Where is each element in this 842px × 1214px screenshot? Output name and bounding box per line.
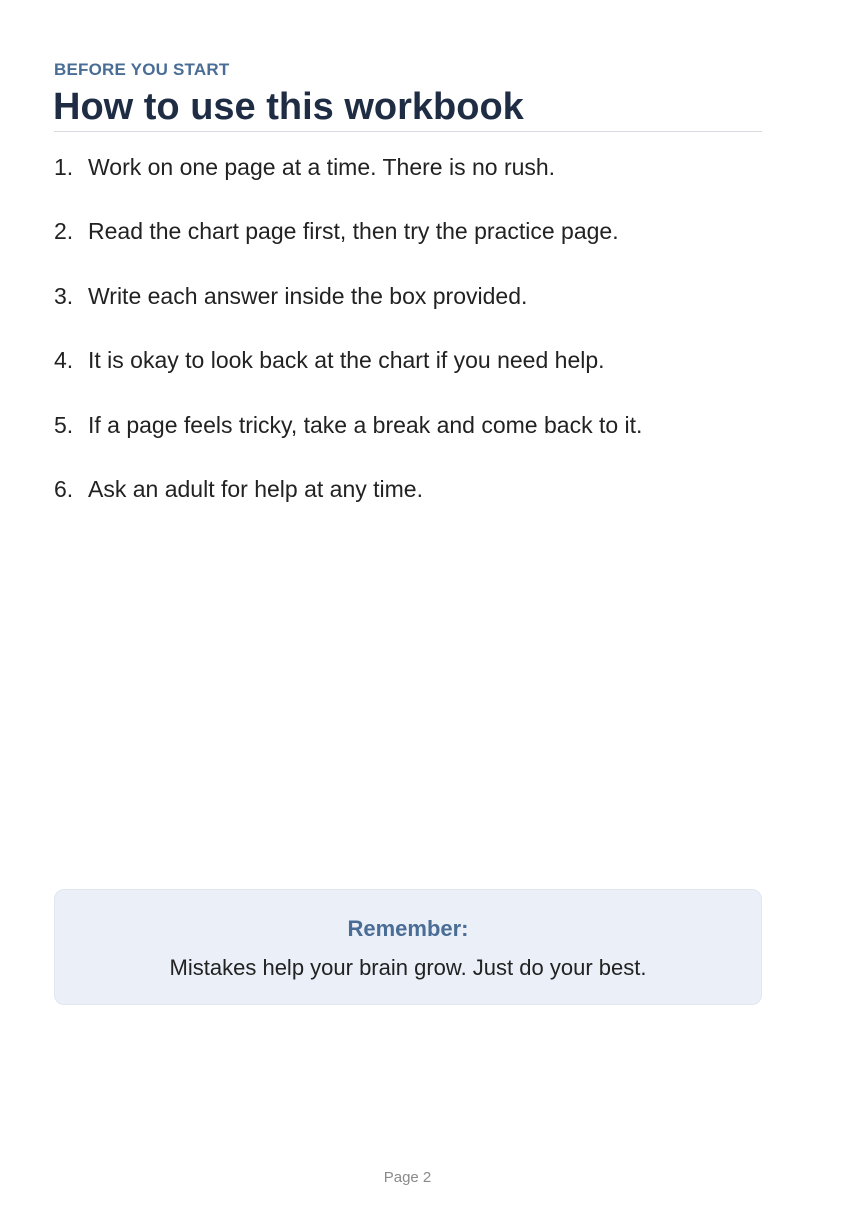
instruction-text: If a page feels tricky, take a break and come back to it. bbox=[88, 411, 643, 438]
instruction-text: Work on one page at a time. There is no rush. bbox=[88, 154, 556, 180]
instruction-item bbox=[54, 343, 762, 407]
instruction-number: 4. bbox=[54, 347, 74, 374]
instruction-number: 5. bbox=[54, 411, 74, 438]
instruction-item bbox=[54, 150, 762, 214]
callout-body: Mistakes help your brain grow. Just do your best. bbox=[169, 955, 647, 980]
title-divider bbox=[54, 131, 762, 132]
callout-title: Remember: bbox=[347, 916, 469, 941]
page-title: How to use this workbook bbox=[53, 86, 524, 128]
instruction-text: Ask an adult for help at any time. bbox=[88, 475, 423, 502]
instruction-text: Read the chart page first, then try the practice page. bbox=[88, 218, 619, 245]
instruction-text: Write each answer inside the box provided. bbox=[88, 282, 528, 309]
instruction-number: 2. bbox=[54, 218, 74, 245]
instruction-item bbox=[54, 472, 762, 536]
remember-callout bbox=[54, 889, 762, 1005]
instruction-item bbox=[54, 279, 762, 343]
instruction-item bbox=[54, 214, 762, 278]
page-number: Page 2 bbox=[383, 1169, 432, 1186]
instruction-number: 1. bbox=[54, 154, 74, 180]
instruction-number: 6. bbox=[54, 475, 74, 502]
instruction-list bbox=[54, 150, 762, 536]
instruction-number: 3. bbox=[54, 282, 74, 309]
section-eyebrow: BEFORE YOU START bbox=[54, 60, 230, 79]
instruction-item bbox=[54, 408, 762, 472]
instruction-text: It is okay to look back at the chart if you need help. bbox=[88, 347, 605, 374]
